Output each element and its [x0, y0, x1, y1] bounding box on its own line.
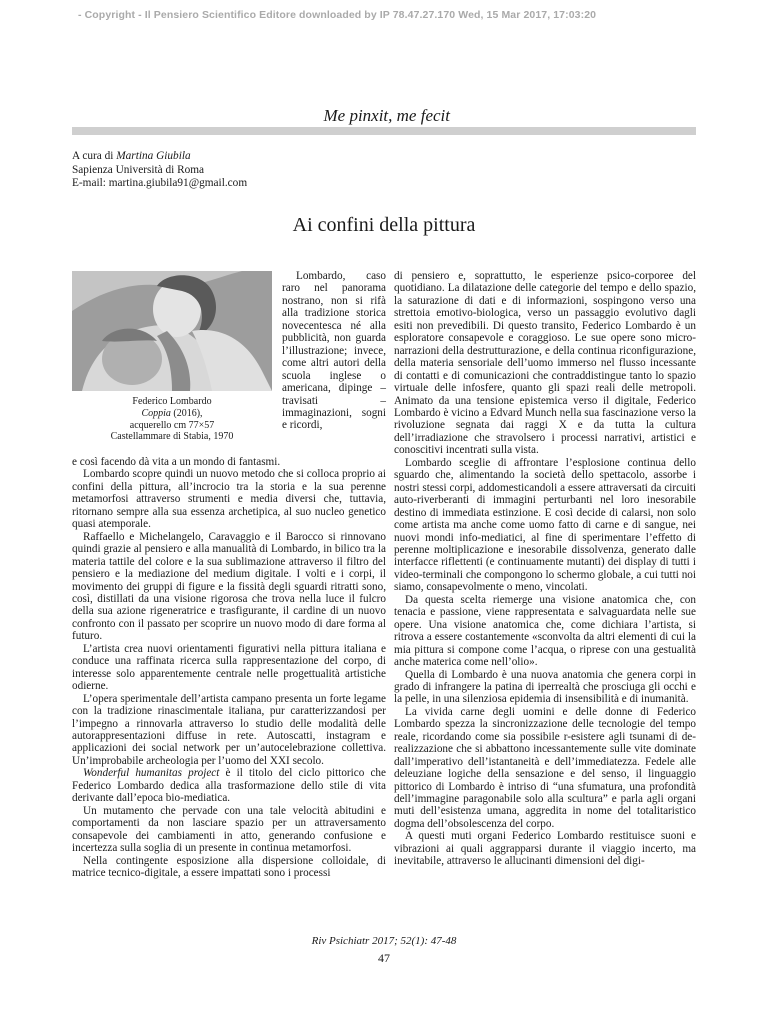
copyright-notice: - Copyright - Il Pensiero Scientifico Editore downloaded by IP 78.47.27.170 Wed, 15 Mar 2017, 17:03:20 [78, 9, 597, 21]
artwork-illustration [72, 271, 272, 391]
caption-work-year: (2016), [170, 407, 203, 419]
paragraph: A questi muti organi Federico Lombardo restituisce suoni e vibrazioni ai quali aggrapparsi durante il viaggio incerto, ma inevitabile, attraverso le allucinanti dimensioni del digi- [394, 830, 696, 868]
curator-prefix: A cura di [72, 150, 114, 162]
paragraph: Quella di Lombardo è una nuova anatomia che genera corpi in grado di infrangere la patina di iperrealtà che prosciuga gli occhi e la pelle, in una silenziosa epidemia di insensibilità e di inumanità. [394, 668, 696, 706]
curator-block [72, 150, 247, 191]
left-column [72, 456, 386, 879]
paragraph-continuation: di pensiero e, soprattutto, le esperienze psico-corporee del quotidiano. La dilatazione delle categorie del tempo e dello spazio, la saturazione di dati e di informazioni, sospingono verso una strettoia emotivo-biologica, verso un passaggio evolutivo dagli esiti non prevedibili. Di questo transito, Federico Lombardo è un esploratore consapevole e coraggioso. Le sue opere sono micro-narrazioni della destrutturazione, e della continua riconfigurazione, della materia sensoriale dell’uomo immerso nel flusso incessante di contatti e di comunicazioni che contraddistingue tanto lo spazio virtuale delle infosfere, quanto gli spazi reali delle metropoli. Animato da una tensione epistemica verso il digitale, Federico Lombardo è vicino a Edvard Munch nella sua fascinazione verso la rivoluzione segnata dai raggi X e da tutta la cultura dell’irradiazione che stravolsero i processi narrativi, artistici e conoscitivi incentrati sulla vista. [394, 270, 696, 457]
article-title: Ai confini della pittura [292, 214, 476, 236]
project-title: Wonderful humanitas project [83, 767, 220, 780]
curator-name: Martina Giubila [116, 150, 191, 162]
paragraph-continuation: e così facendo dà vita a un mondo di fantasmi. [72, 456, 281, 468]
paragraph: Lombardo sceglie di affrontare l’esplosione continua dello sguardo che, alimentando la società dello spettacolo, assorbe i nostri stessi corpi, addomesticandoli a essere attraversati da circuiti auto-riverberanti di immagini perturbanti nel loro inesorabile destino di immediata estinzione. E così decide di calarsi, non solo come artista ma anche come uomo fatto di carne e di sangue, nei nuovi mondi info-mediatici, al fine di sperimentare l’effetto di perenne moltiplicazione e inesorabile dissolvenza, generato dalle interfacce riflettenti (e continuamente mutanti) dei display di tutti i video-terminali che compongono lo schermo globale, a cui tutti noi siamo, consapevolmente o meno, vincolati. [394, 456, 696, 594]
paragraph-text: è il titolo del ciclo pittorico che Federico Lombardo dedica alla trasformazione dello stile di vita derivante dall’epoca bio-mediatica. [72, 767, 386, 805]
curator-affiliation: Sapienza Università di Roma [72, 163, 205, 176]
page-number: 47 [378, 951, 390, 965]
section-title: Me pinxit, me fecit [323, 106, 450, 125]
paragraph: Da questa scelta riemerge una visione anatomica che, con tenacia e passione, viene rappresentata e salvaguardata nelle sue opere. Una visione anatomica che, come dichiara l’artista, si ritrova a essere costantemente «sconvolta da altri elementi di cui la mia pittura si compone come l’acqua, o riprese con una gestualità anche materica come nell’olio». [394, 593, 696, 669]
artwork-image [72, 271, 272, 391]
paragraph: L’opera sperimentale dell’artista campano presenta un forte legame con la tradizione rinascimentale italiana, pur caratterizzandosi per l’impegno a rinnovarla attraverso lo studio delle modalità delle autorappresentazioni diffuse in rete. Autoscatti, instagram e applicazioni dei social network per un’autocelebrazione collettiva. Un’improbabile archeologia per l’uomo del XXI secolo. [72, 692, 386, 767]
curator-line [72, 150, 247, 164]
paragraph: La vivida carne degli uomini e delle donne di Federico Lombardo spezza la sincronizzazione delle tecnologie del tempo reale, ricordando come sia possibile r-esistere agli tsunami di de-realizzazione che si abbattono incessantemente sulle vite dominate dall’imperativo dell’istantaneità e dell’immediatezza. Fedele alle deleuziane logiche della sensazione e del senso, il linguaggio pittorico di Lombardo è intriso di “una sfumatura, una profondità dell’immagine paragonabile solo alla scultura” e parla agli organi muti dell’esistenza umana, aggredita in nome del totalitaristico dogma dell’obsolescenza del corpo. [394, 705, 696, 830]
paragraph: Nella contingente esposizione alla dispersione colloidale, di matrice tecnico-digitale, a essere impattati sono i processi [72, 854, 386, 879]
paragraph [72, 767, 386, 804]
curator-email: E-mail: martina.giubila91@gmail.com [72, 177, 248, 189]
right-column [394, 270, 696, 868]
paragraph: L’artista crea nuovi orientamenti figurativi nella pittura italiana e conduce una raffinata ricerca sulla rappresentazione del corpo, di interesse solo apparentemente centrale nelle progettualità artistiche odierne. [72, 642, 386, 693]
paragraph: Un mutamento che pervade con una tale velocità abitudini e comportamenti da non lasciare spazio per un attraversamento consapevole dei cambiamenti in atto, generando confusione e incertezza sulla soglia di un presente in continua metamorfosi. [72, 804, 386, 855]
caption-work-title: Coppia [141, 407, 171, 419]
journal-citation: Riv Psichiatr 2017; 52(1): 47-48 [311, 935, 457, 947]
section-rule [72, 127, 696, 135]
paragraph: Lombardo scopre quindi un nuovo metodo che si colloca proprio ai confini della pittura, all’incrocio tra la storia e la sua perenne metamorfosi attraverso strumenti e media diversi che, tuttavia, ritornano sempre alla sua essenza archetipica, al suo nucleo genetico quasi atemporale. [72, 468, 386, 531]
caption-location: Castellammare di Stabia, 1970 [110, 431, 234, 443]
caption-artist: Federico Lombardo [132, 396, 212, 407]
caption-technique: acquerello cm 77×57 [129, 419, 215, 431]
wrap-paragraph-text: Lombardo, caso raro nel panorama nostrano, non si rifà alla tradizione storica novecentesca né alla pubblicità, non guarda l’illustrazione; invece, come altri autori della scuola inglese o americana, dipinge – travisati – immaginazioni, sogni e ricordi, [282, 270, 386, 432]
paragraph: Raffaello e Michelangelo, Caravaggio e il Barocco si rinnovano quindi grazie al pensiero e alla manualità di Lombardo, in bilico tra la materia tattile del colore e la sua sublimazione attraverso il filtro del pensiero e la mediazione del medium digitale. I volti e i corpi, il movimento dei gruppi di figure e la fissità degli sguardi ritratti sono, così, distillati da una visione rigorosa che trova nella luce il fulcro della sua azione rigeneratrice e trasfigurante, il cardine di un nuovo confronto con il passato per scoprire un nuovo modo di dare forma al futuro. [72, 530, 386, 643]
figure-caption [72, 396, 272, 443]
wrap-paragraph [282, 270, 386, 432]
caption-title-line [72, 408, 272, 420]
